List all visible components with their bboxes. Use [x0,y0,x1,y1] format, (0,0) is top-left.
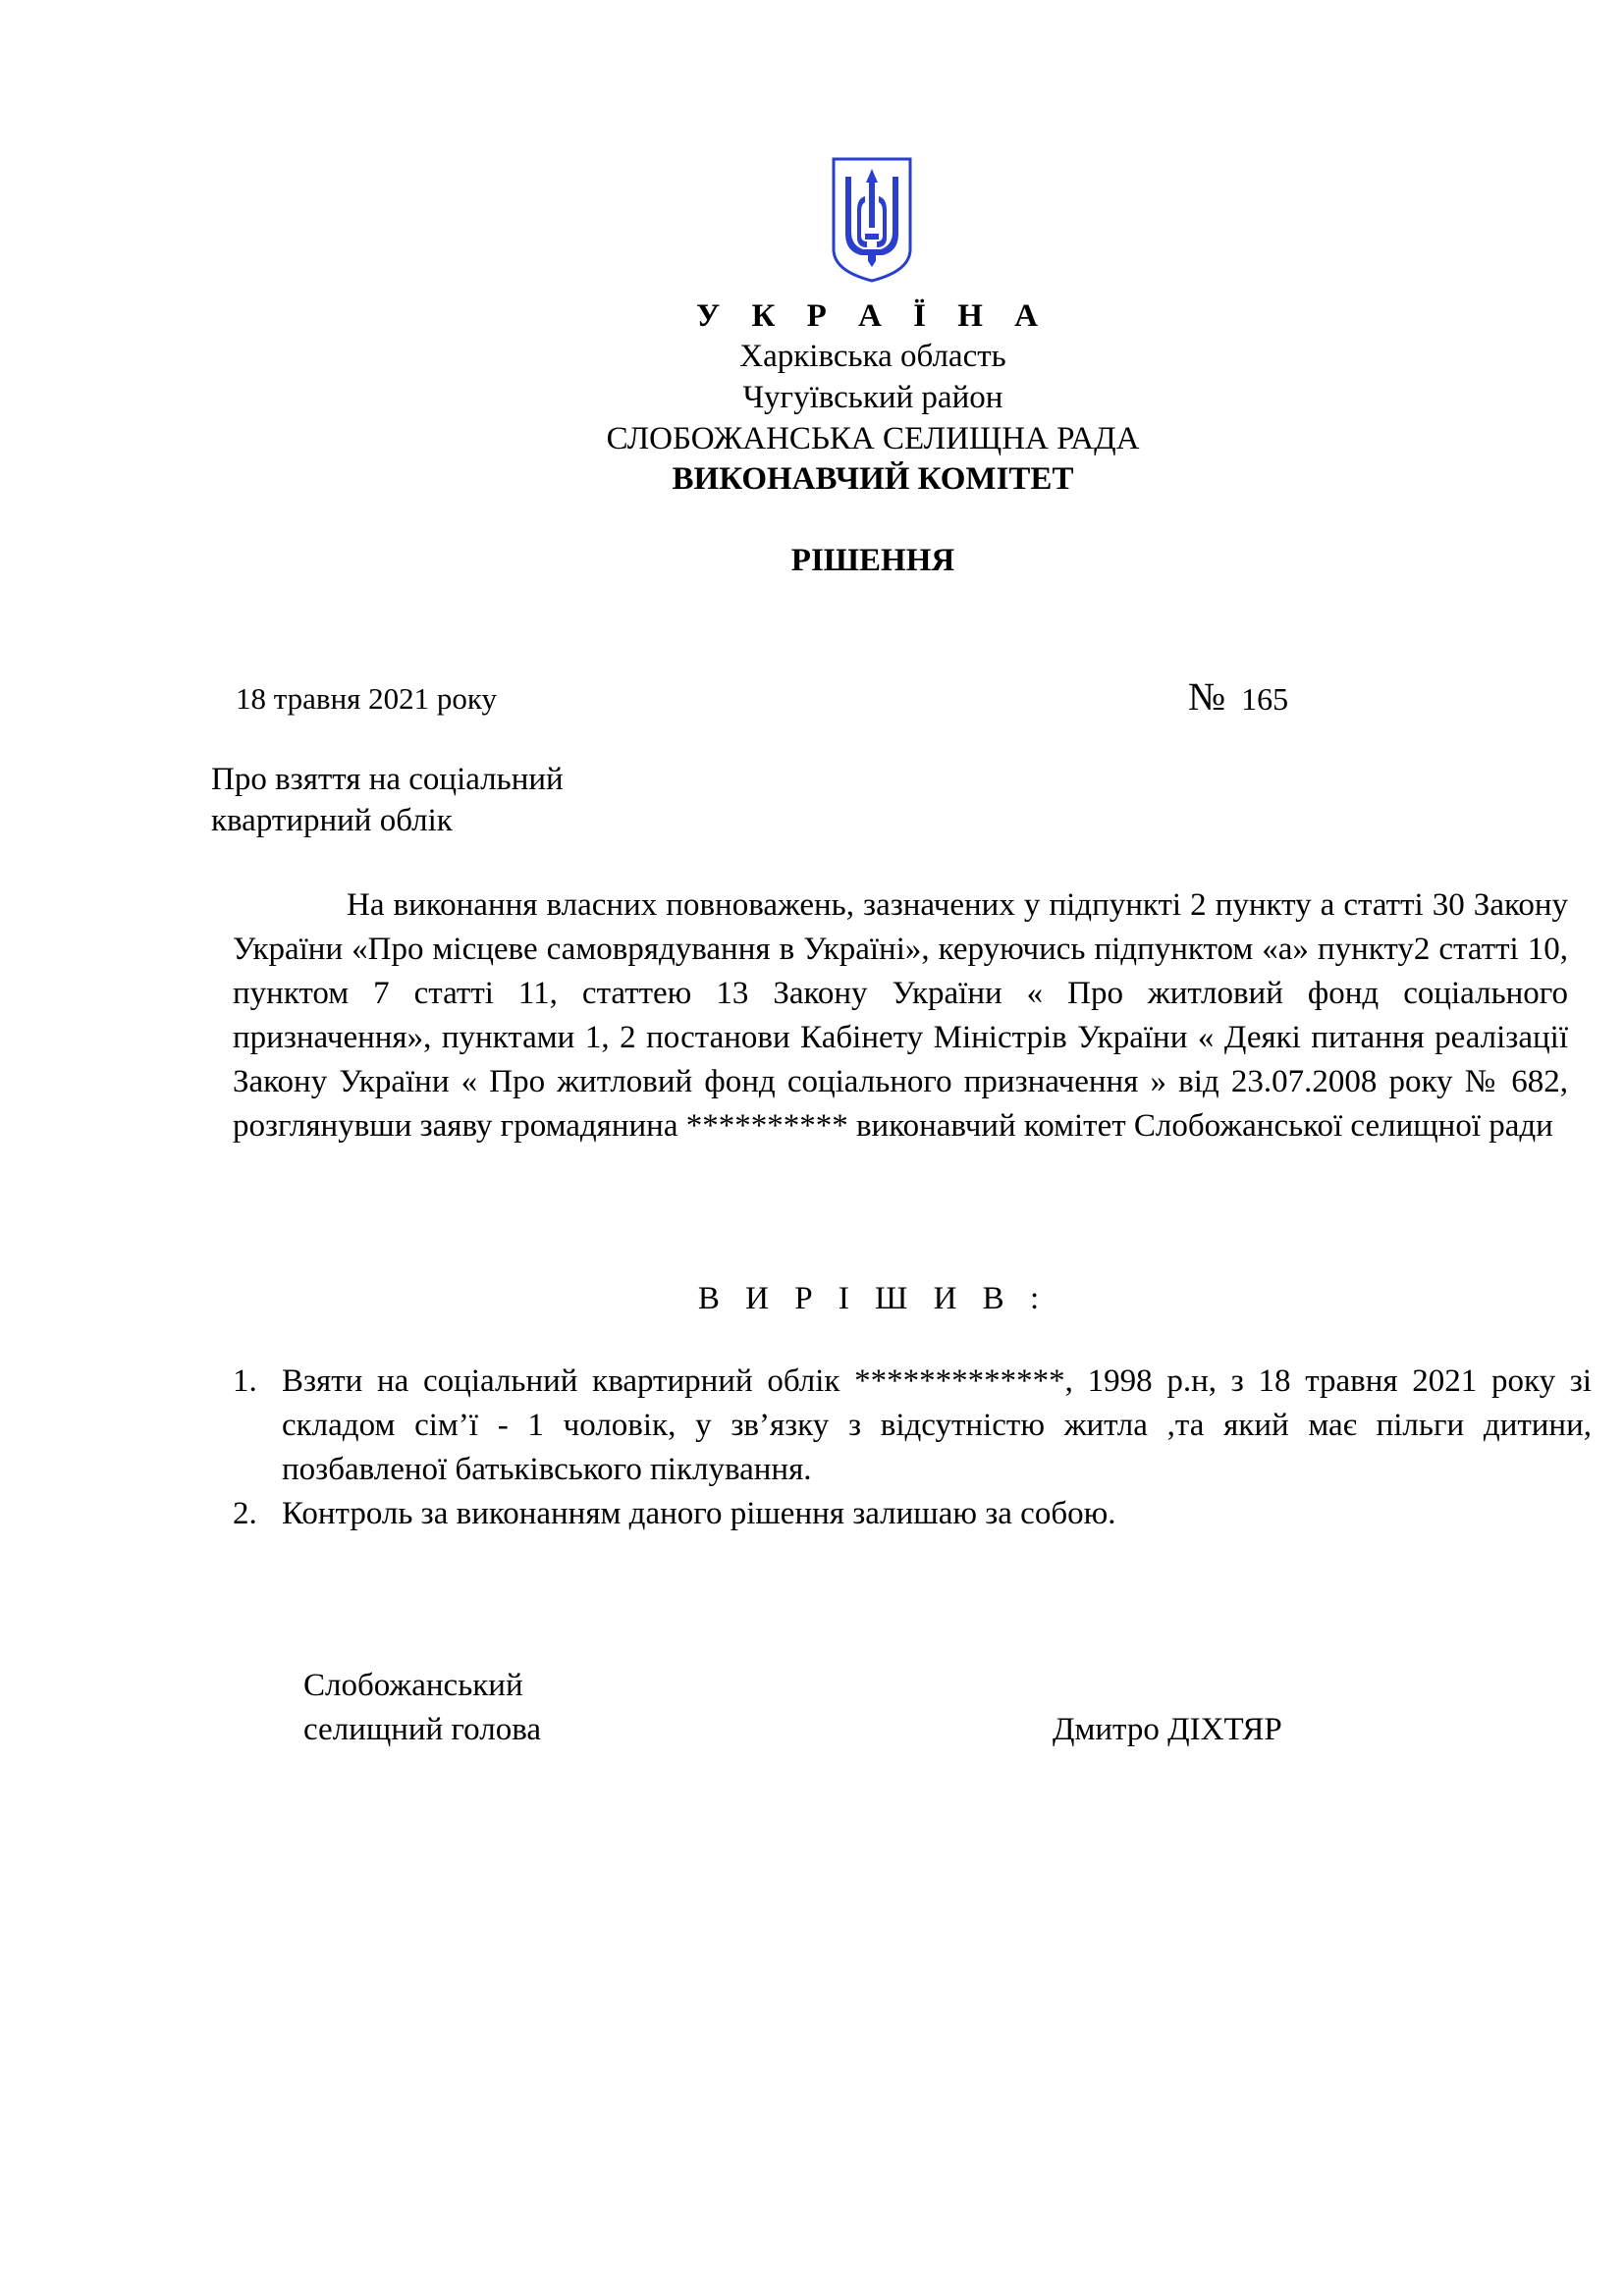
tryzub-emblem-icon [828,155,916,285]
council-name: СЛОБОЖАНСЬКА СЕЛИЩНА РАДА [606,421,1140,456]
number-value: 165 [1241,681,1289,717]
decision-list [233,1360,1592,1536]
country-name: У К Р А Ї Н А [696,298,1050,334]
list-item-text: Взяти на соціальний квартирний облік *************, 1998 р.н, з 18 травня 2021 року зі складом сім’ї - 1 чоловік, у зв’язку з відсутністю житла ,та який має пільги дитини, позбавленої батьківського піклування. [282,1363,1592,1487]
number-sign: № [1188,674,1226,719]
committee-name: ВИКОНАВЧИЙ КОМІТЕТ [672,461,1074,497]
signatory-title [303,1664,541,1752]
decision-number [1188,674,1289,719]
document-type-title: РІШЕННЯ [790,543,955,578]
subject-line-2: квартирний облік [211,803,453,838]
list-item-number: 2. [233,1496,257,1531]
signatory-name: Дмитро ДІХТЯР [1053,1712,1282,1747]
resolve-heading: В И Р І Ш И В : [697,1281,1049,1316]
region-name: Харківська область [739,339,1006,374]
district-name: Чугуївський район [742,380,1003,415]
decision-date: 18 травня 2021 року [236,681,498,716]
list-item-number: 1. [233,1363,257,1399]
subject-line-1: Про взяття на соціальний [211,762,564,797]
list-item-text: Контроль за виконанням даного рішення залишаю за собою. [282,1496,1116,1531]
signatory-title-line-2: селищний голова [303,1712,542,1747]
signatory-title-line-1: Слобожанський [303,1668,523,1703]
list-item [233,1360,1592,1492]
decision-subject [211,759,564,841]
list-item [233,1492,1592,1536]
preamble-paragraph: На виконання власних повноважень, зазначених у підпункті 2 пункту а статті 30 Закону України «Про місцеве самоврядування в Україні», керуючись підпунктом «а» пункту2 статті 10, пунктом 7 статті 11, статтею 13 Закону України « Про житловий фонд соціального призначення», пунктами 1, 2 постанови Кабінету Міністрів України « Деякі питання реалізації Закону України « Про житловий фонд соціального призначення » від 23.07.2008 року № 682, розглянувши заяву громадянина ********** виконавчий комітет Слобожанської селищної ради [233,887,1568,1144]
